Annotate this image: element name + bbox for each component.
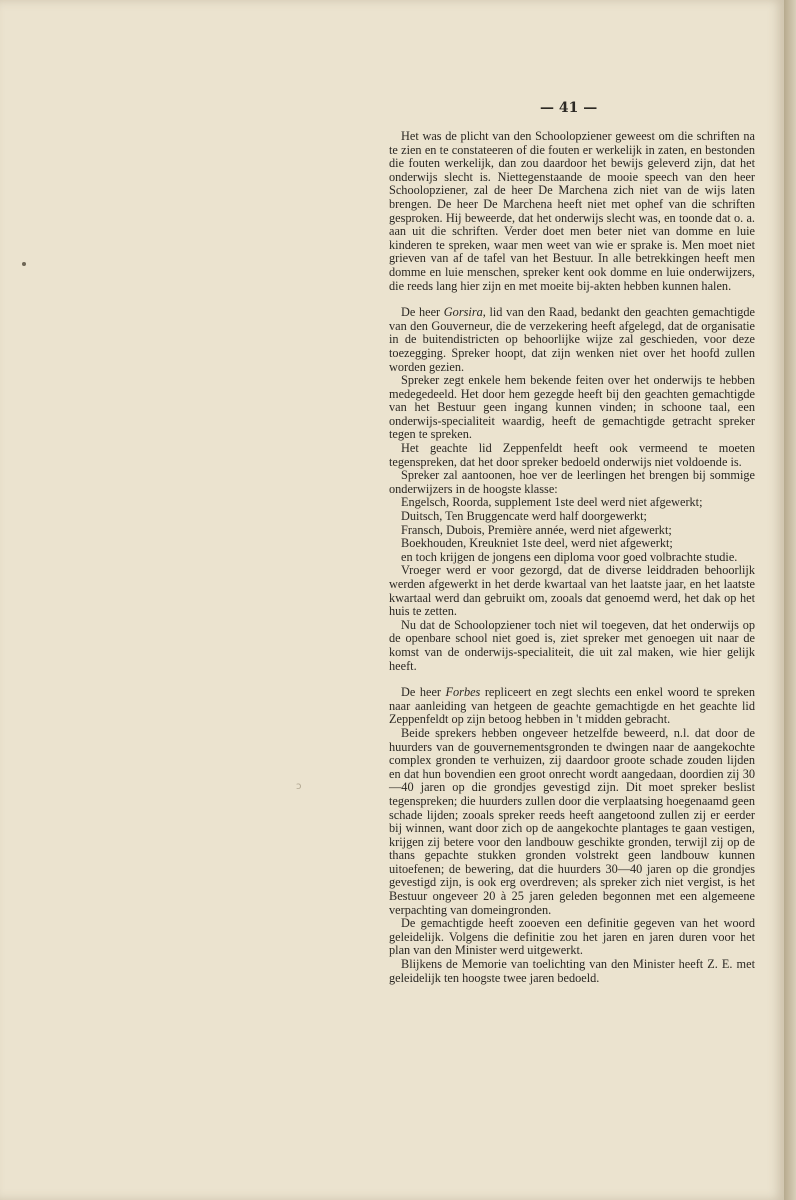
text-column	[389, 130, 755, 985]
paragraph: De gemachtigde heeft zooeven een definitie gegeven van het woord geleidelijk. Volgens die definitie zou het jaren en jaren duren voor het plan van den Minister werd uitgewerkt.	[389, 916, 755, 958]
speaker-name: Forbes	[445, 685, 481, 700]
paragraph: Nu dat de Schoolopziener toch niet wil toegeven, dat het onderwijs op de openbare school niet goed is, ziet spreker met genoegen uit naar de komst van de onderwijs-specialiteit, die uit zal maken, wie hier gelijk heeft.	[389, 617, 755, 673]
paragraph: Beide sprekers hebben ongeveer hetzelfde beweerd, n.l. dat door de huurders van de gouvernementsgronden te dwingen naar de aangekochte complex gronden te verhuizen, zij daardoor groote schade zouden lijden en dat hun bovendien een groot onrecht wordt aangedaan, doordien zij 30—40 jaren op die grondjes gevestigd zijn. Dit moet spreker beslist tegenspreken; die huurders zullen door die verplaatsing hoegenaamd geen schade lijden; zooals spreker reeds heeft aangetoond zullen zij er eerder bij winnen, want door zich op de aangekochte plantages te gaan vestigen, krijgen zij betere voor den landbouw geschikte gronden, terwijl zij op de thans gepachte stukken gronden volstrekt geen landbouw kunnen uitoefenen; de bewering, dat die huurders 30—40 jaren op die grondjes gevestigd zijn, is ook erg overdreven; als spreker zich niet vergist, is het Bestuur ongeveer 20 à 25 jaren geleden begonnen met een algemeene verpachting van domeingronden.	[389, 725, 755, 917]
paragraph: Spreker zegt enkele hem bekende feiten over het onderwijs te hebben medegedeeld. Het door hem gezegde heeft bij den geachten gemachtigde van het Bestuur geen ingang kunnen vinden; in schoone taal, een onderwijs-specialiteit waardig, heeft de gemachtigde getracht spreker tegen te spreken.	[389, 373, 755, 442]
list-item: Engelsch, Roorda, supplement 1ste deel werd niet afgewerkt;	[401, 495, 703, 510]
paragraph: Blijkens de Memorie van toelichting van den Minister heeft Z. E. met geleidelijk ten hoogste twee jaren bedoeld.	[389, 957, 755, 985]
paragraph: Spreker zal aantoonen, hoe ver de leerlingen het brengen bij sommige onderwijzers in de hoogste klasse:	[389, 468, 755, 496]
speaker-prefix: De heer	[401, 685, 446, 700]
page-edge	[784, 0, 796, 1200]
page-number: — 41 —	[540, 100, 598, 116]
paragraph-text: , lid van den Raad, bedankt den geachten gemachtigde van den Gouverneur, die de verzekering heeft afgelegd, dat de organisatie in de buitendistricten op behoorlijke wijze zal geschieden, voor deze toezegging. Spreker hoopt, dat zijn wenken niet over het hoofd zullen worden gezien.	[389, 305, 755, 374]
paragraph-text: repliceert en zegt slechts een enkel woord te spreken naar aanleiding van hetgeen de geachte gemachtigde en het geachte lid Zeppenfeldt op zijn betoog hebben in 't midden gebracht.	[389, 685, 756, 727]
paragraph: Vroeger werd er voor gezorgd, dat de diverse leiddraden behoorlijk werden afgewerkt in het derde kwartaal van het laatste jaar, en het laatste kwartaal werd dan gebruikt om, zooals dat genoemd werd, het dak op het huis te zetten.	[389, 563, 755, 619]
paper-speck	[22, 262, 26, 266]
speaker-prefix: De heer	[401, 305, 444, 320]
list-item: Boekhouden, Kreukniet 1ste deel, werd niet afgewerkt;	[401, 536, 673, 551]
paragraph: Het geachte lid Zeppenfeldt heeft ook vermeend te moeten tegenspreken, dat het door spreker bedoeld onderwijs niet voldoende is.	[389, 441, 755, 469]
list-item: en toch krijgen de jongens een diploma voor goed volbrachte studie.	[401, 549, 738, 564]
speaker-name: Gorsira	[443, 305, 483, 320]
pencil-mark: ↄ	[296, 781, 302, 792]
paragraph: Het was de plicht van den Schoolopziener geweest om die schriften na te zien en te constateeren of die fouten er werkelijk in zaten, en bestonden die fouten werkelijk, dan zou daardoor het bewijs geleverd zijn, dat het onderwijs slecht is. Niettegenstaande de mooie speech van den heer Schoolopziener, zal de heer De Marchena zich niet van de wijs laten brengen. De heer De Marchena heeft niet met ophef van die schriften gesproken. Hij beweerde, dat het onderwijs slecht was, en toonde dat o. a. aan uit die schriften. Verder doet men beter niet van domme en luie kinderen te spreken, waar men weet van wie er sprake is. Men moet niet grieven van af de tafel van het Bestuur. In alle betrekkingen heeft men domme en luie menschen, spreker kent ook domme en luie onderwijzers, die reeds lang hier zijn en met moeite bij-akten hebben kunnen halen.	[389, 129, 755, 293]
list-item: Fransch, Dubois, Première année, werd niet afgewerkt;	[401, 522, 672, 537]
paragraph	[389, 306, 755, 374]
paragraph	[389, 686, 755, 727]
list-item: Duitsch, Ten Bruggencate werd half doorgewerkt;	[401, 509, 647, 524]
